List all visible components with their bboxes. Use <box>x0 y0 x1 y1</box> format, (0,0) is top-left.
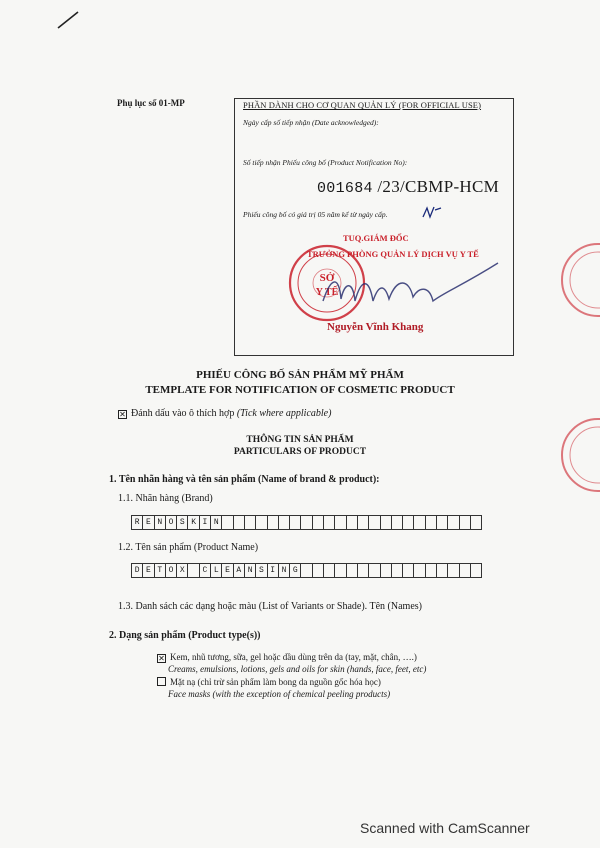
product-letter-cell[interactable]: G <box>289 563 301 578</box>
receipt-number-suffix: /23/CBMP-HCM <box>377 177 500 196</box>
brand-label: 1.1. Nhãn hàng (Brand) <box>118 493 213 504</box>
form-title-en: TEMPLATE FOR NOTIFICATION OF COSMETIC PRODUCT <box>145 384 455 396</box>
product-letter-cell[interactable]: N <box>244 563 256 578</box>
brand-letter-cell[interactable]: R <box>131 515 143 530</box>
product-letter-cell[interactable]: E <box>221 563 233 578</box>
option-1-label-vi: Kem, nhũ tương, sữa, gel hoặc dầu dùng trên da (tay, mặt, chân, ….) <box>170 652 417 662</box>
brand-letter-cell[interactable]: O <box>165 515 177 530</box>
product-letter-cell[interactable]: X <box>176 563 188 578</box>
product-letter-grid[interactable] <box>132 563 482 578</box>
brand-letter-cell[interactable]: N <box>210 515 222 530</box>
receipt-number <box>317 177 499 197</box>
product-letter-cell[interactable]: D <box>131 563 143 578</box>
option-1-label-en: Creams, emulsions, lotions, gels and oils for skin (hands, face, feet, etc) <box>168 664 427 674</box>
signer-title-1: TUQ.GIÁM ĐỐC <box>343 233 409 243</box>
product-type-option-2[interactable] <box>157 677 381 687</box>
option-2-checkbox-icon[interactable] <box>157 677 166 686</box>
product-letter-cell[interactable]: C <box>199 563 211 578</box>
product-letter-cell[interactable]: T <box>154 563 166 578</box>
tick-instruction-en: (Tick where applicable) <box>236 408 332 419</box>
signer-title-2: TRƯỞNG PHÒNG QUẢN LÝ DỊCH VỤ Y TẾ <box>307 249 479 259</box>
product-type-option-1[interactable] <box>157 652 417 663</box>
seal-text-yte: Y TẾ <box>315 287 339 298</box>
official-use-box <box>234 98 514 356</box>
product-letter-cell[interactable]: O <box>165 563 177 578</box>
brand-letter-cell[interactable]: N <box>154 515 166 530</box>
scanner-footer: Scanned with CamScanner <box>360 820 530 836</box>
brand-letter-cell[interactable]: K <box>187 515 199 530</box>
section-title-vi: THÔNG TIN SẢN PHẨM <box>246 435 354 445</box>
product-letter-cell[interactable] <box>470 563 482 578</box>
question-2-heading: 2. Dạng sản phẩm (Product type(s)) <box>109 630 261 641</box>
signer-name: Nguyễn Vĩnh Khang <box>327 321 424 333</box>
product-letter-cell[interactable]: A <box>233 563 245 578</box>
edge-seal-stamp-top <box>556 240 600 320</box>
form-title-vi: PHIẾU CÔNG BỐ SẢN PHẨM MỸ PHẨM <box>196 369 404 381</box>
product-letter-cell[interactable]: N <box>278 563 290 578</box>
option-2-label-vi: Mặt nạ (chỉ trừ sản phẩm làm bong da nguồn gốc hóa học) <box>170 677 381 687</box>
product-letter-cell[interactable]: E <box>142 563 154 578</box>
validity-label: Phiếu công bố có giá trị 05 năm kể từ ngày cấp. <box>243 210 388 219</box>
brand-letter-cell[interactable] <box>470 515 482 530</box>
brand-letter-cell[interactable]: S <box>176 515 188 530</box>
tick-instruction-vi: Đánh dấu vào ô thích hợp <box>131 408 235 419</box>
product-name-label: 1.2. Tên sản phẩm (Product Name) <box>118 542 259 553</box>
variants-label: 1.3. Danh sách các dạng hoặc màu (List of Variants or Shade). Tên (Names) <box>118 601 422 612</box>
official-box-title: PHẦN DÀNH CHO CƠ QUAN QUẢN LÝ (FOR OFFICIAL USE) <box>243 100 482 110</box>
initials-mark <box>421 205 443 221</box>
tick-instruction <box>118 408 331 419</box>
question-1-heading: 1. Tên nhãn hàng và tên sản phẩm (Name of brand & product): <box>109 474 380 485</box>
brand-letter-cell[interactable]: E <box>142 515 154 530</box>
section-title-en: PARTICULARS OF PRODUCT <box>233 447 367 457</box>
seal-text-so: SỞ <box>319 272 335 284</box>
option-2-label-en: Face masks (with the exception of chemical peeling products) <box>168 689 391 699</box>
product-letter-cell[interactable]: L <box>210 563 222 578</box>
date-acknowledged-label: Ngày cấp số tiếp nhận (Date acknowledged): <box>243 118 379 127</box>
checked-box-icon: ✕ <box>119 410 126 419</box>
brand-letter-grid[interactable] <box>132 515 482 530</box>
option-1-checkbox-icon[interactable]: ✕ <box>158 654 165 663</box>
product-letter-cell[interactable]: S <box>255 563 267 578</box>
appendix-label: Phụ lục số 01-MP <box>117 98 185 108</box>
signature <box>313 257 503 319</box>
pen-mark <box>56 10 80 30</box>
product-letter-cell[interactable]: I <box>267 563 279 578</box>
receipt-number-digits: 001684 <box>317 180 373 197</box>
receipt-number-label: Số tiếp nhận Phiếu công bố (Product Notification No): <box>243 158 408 167</box>
brand-letter-cell[interactable]: I <box>199 515 211 530</box>
